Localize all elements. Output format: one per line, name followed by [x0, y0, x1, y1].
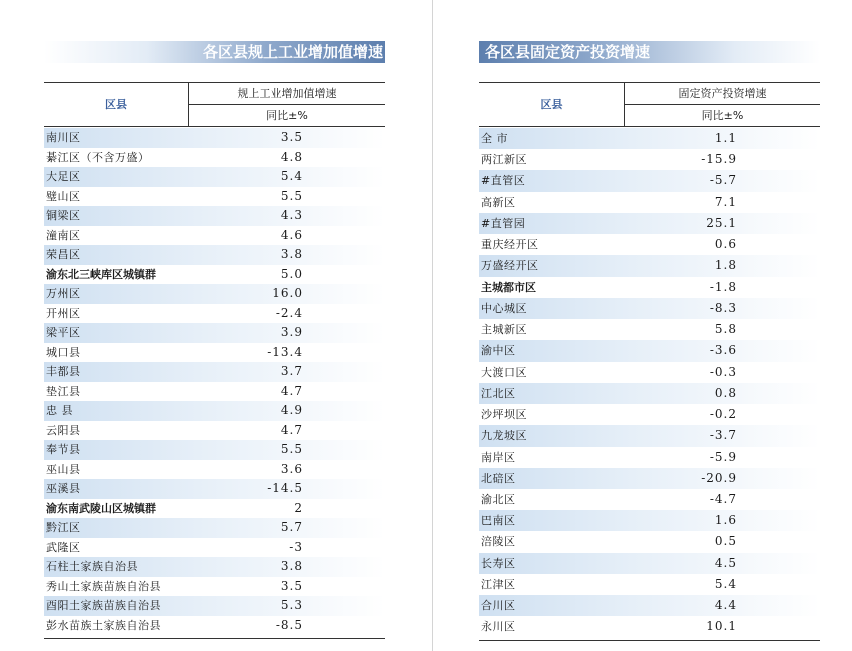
table-row — [479, 213, 820, 234]
growth-value: -8.5 — [275, 617, 303, 632]
growth-value: 0.6 — [714, 237, 737, 252]
growth-value: 4.6 — [280, 227, 303, 242]
growth-value: 10.1 — [706, 619, 737, 634]
growth-value: 5.8 — [714, 322, 737, 337]
panel-title: 各区县规上工业增加值增速 — [202, 43, 383, 61]
table-header — [44, 82, 385, 127]
panel-title: 各区县固定资产投资增速 — [485, 43, 651, 61]
region-name: 主城新区 — [481, 323, 527, 337]
growth-value: 1.1 — [714, 131, 737, 145]
region-name: #直管区 — [481, 174, 526, 188]
growth-value: 5.5 — [280, 188, 303, 203]
growth-value: 5.3 — [280, 598, 303, 613]
region-column-header: 区县 — [540, 98, 563, 111]
title-bar — [44, 41, 385, 63]
table-row — [479, 277, 820, 298]
region-name: 巫山县 — [46, 462, 81, 476]
region-name: 江北区 — [481, 386, 516, 400]
growth-value: -3 — [289, 539, 303, 554]
table-row — [479, 489, 820, 510]
growth-value: -0.3 — [709, 364, 737, 379]
region-name: 中心城区 — [481, 301, 527, 315]
growth-value: 3.8 — [280, 559, 303, 574]
table-row — [44, 323, 385, 343]
growth-value: 4.4 — [714, 598, 737, 613]
growth-value: 7.1 — [714, 194, 737, 209]
region-name: 城口县 — [46, 345, 81, 359]
table-row — [479, 340, 820, 361]
region-name: 秀山土家族苗族自治县 — [46, 579, 161, 593]
region-name: 綦江区（不含万盛） — [46, 150, 150, 164]
growth-value: 4.5 — [714, 555, 737, 570]
region-name: 沙坪坝区 — [481, 408, 527, 422]
table-row — [479, 425, 820, 446]
region-name: 两江新区 — [481, 153, 527, 167]
growth-value: 25.1 — [706, 215, 737, 230]
table-row — [479, 404, 820, 425]
growth-value: 4.7 — [280, 383, 303, 398]
region-name: 丰都县 — [46, 365, 81, 379]
region-name: 潼南区 — [46, 228, 81, 242]
metric-unit: 同比±% — [701, 109, 744, 122]
table-row — [479, 192, 820, 213]
growth-value: 1.6 — [714, 513, 737, 528]
table-row — [44, 304, 385, 324]
growth-value: -3.7 — [709, 428, 737, 443]
table-bottom-rule — [479, 640, 820, 641]
region-name: 渝中区 — [481, 344, 516, 358]
growth-value: 4.8 — [280, 149, 303, 164]
region-name: 万州区 — [46, 287, 81, 301]
table-row — [479, 362, 820, 383]
region-name: 合川区 — [481, 599, 516, 613]
growth-value: 5.4 — [714, 576, 737, 591]
page-gutter-divider — [432, 0, 433, 651]
table-body — [479, 128, 820, 638]
table-row — [44, 382, 385, 402]
region-name: 涪陵区 — [481, 535, 516, 549]
region-name: 奉节县 — [46, 443, 81, 457]
region-name: 高新区 — [481, 195, 516, 209]
growth-value: -5.9 — [709, 449, 737, 464]
growth-value: -2.4 — [275, 305, 303, 320]
region-name: 南川区 — [46, 131, 81, 144]
growth-value: 1.8 — [714, 258, 737, 273]
growth-value: -5.7 — [709, 173, 737, 188]
title-bar — [479, 41, 820, 63]
table-row — [44, 284, 385, 304]
table-row — [479, 531, 820, 552]
table-row — [44, 577, 385, 597]
growth-value: -4.7 — [709, 491, 737, 506]
region-name: 重庆经开区 — [481, 238, 539, 252]
growth-value: 16.0 — [272, 286, 303, 301]
growth-value: 3.8 — [280, 247, 303, 262]
table-body — [44, 128, 385, 635]
table-row — [479, 553, 820, 574]
table-row — [479, 616, 820, 637]
table-row — [44, 167, 385, 187]
table-row — [479, 447, 820, 468]
table-row — [479, 510, 820, 531]
region-name: 酉阳土家族苗族自治县 — [46, 599, 161, 613]
region-name: 云阳县 — [46, 423, 81, 437]
growth-value: 5.4 — [280, 169, 303, 184]
region-name: 全 市 — [481, 132, 508, 145]
region-name: 大渡口区 — [481, 365, 527, 379]
region-name: 长寿区 — [481, 556, 516, 570]
region-name: 江津区 — [481, 577, 516, 591]
growth-value: -1.8 — [709, 279, 737, 294]
growth-value: 0.8 — [714, 385, 737, 400]
table-row — [44, 499, 385, 519]
growth-value: 5.7 — [280, 520, 303, 535]
growth-value: 4.7 — [280, 422, 303, 437]
table-bottom-rule — [44, 638, 385, 639]
region-name: 永川区 — [481, 620, 516, 634]
region-name: 石柱土家族自治县 — [46, 560, 138, 574]
metric-column-header — [188, 83, 385, 126]
region-name: #直管园 — [481, 216, 526, 230]
growth-value: -13.4 — [267, 344, 303, 359]
table-row — [479, 468, 820, 489]
metric-name: 规上工业增加值增速 — [189, 83, 385, 105]
table-row — [44, 148, 385, 168]
table-row — [479, 595, 820, 616]
region-name: 梁平区 — [46, 326, 81, 340]
region-name: 南岸区 — [481, 450, 516, 464]
growth-value: 4.9 — [280, 403, 303, 418]
table-header — [479, 82, 820, 127]
region-name: 渝北区 — [481, 492, 516, 506]
table-row — [479, 128, 820, 149]
region-name: 武隆区 — [46, 540, 81, 554]
region-name: 彭水苗族土家族自治县 — [46, 618, 161, 632]
growth-value: 3.9 — [280, 325, 303, 340]
region-name: 渝东北三峡库区城镇群 — [46, 267, 156, 281]
region-name: 渝东南武陵山区城镇群 — [46, 501, 156, 515]
table-row — [479, 383, 820, 404]
growth-value: -3.6 — [709, 343, 737, 358]
table-row — [44, 460, 385, 480]
region-name: 荣昌区 — [46, 248, 81, 262]
table-row — [44, 128, 385, 148]
metric-name: 固定资产投资增速 — [625, 83, 820, 105]
table-row — [479, 149, 820, 170]
region-name: 开州区 — [46, 306, 81, 320]
table-row — [44, 362, 385, 382]
table-row — [44, 538, 385, 558]
table-row — [44, 401, 385, 421]
growth-value: 2 — [294, 500, 303, 515]
growth-value: 3.5 — [280, 130, 303, 144]
region-name: 黔江区 — [46, 521, 81, 535]
region-name: 主城都市区 — [481, 280, 536, 294]
table-row — [44, 616, 385, 636]
table-row — [44, 187, 385, 207]
region-name: 万盛经开区 — [481, 259, 539, 273]
table-row — [44, 245, 385, 265]
region-name: 大足区 — [46, 170, 81, 184]
metric-column-header — [624, 83, 820, 126]
table-row — [44, 343, 385, 363]
table-row — [44, 440, 385, 460]
growth-value: 4.3 — [280, 208, 303, 223]
region-name: 九龙坡区 — [481, 429, 527, 443]
table-row — [479, 234, 820, 255]
region-name: 北碚区 — [481, 471, 516, 485]
region-name: 铜梁区 — [46, 209, 81, 223]
growth-value: -0.2 — [709, 407, 737, 422]
region-name: 巴南区 — [481, 514, 516, 528]
table-row — [44, 206, 385, 226]
growth-value: 5.0 — [280, 266, 303, 281]
table-row — [44, 226, 385, 246]
table-row — [44, 479, 385, 499]
table-row — [479, 319, 820, 340]
growth-value: -14.5 — [267, 481, 303, 496]
region-name: 璧山区 — [46, 189, 81, 203]
table-row — [479, 574, 820, 595]
growth-value: 3.7 — [280, 364, 303, 379]
table-row — [479, 170, 820, 191]
table-row — [44, 557, 385, 577]
growth-value: 0.5 — [714, 534, 737, 549]
metric-unit: 同比±% — [266, 109, 308, 122]
growth-value: -8.3 — [709, 300, 737, 315]
growth-value: 3.5 — [280, 578, 303, 593]
region-column-header: 区县 — [105, 98, 127, 111]
table-row — [479, 255, 820, 276]
growth-value: -20.9 — [701, 470, 737, 485]
region-name: 忠 县 — [46, 404, 73, 418]
growth-value: 3.6 — [280, 461, 303, 476]
table-row — [479, 298, 820, 319]
table-row — [44, 596, 385, 616]
growth-value: -15.9 — [701, 152, 737, 167]
region-name: 垫江县 — [46, 384, 81, 398]
table-row — [44, 518, 385, 538]
table-row — [44, 265, 385, 285]
growth-value: 5.5 — [280, 442, 303, 457]
region-name: 巫溪县 — [46, 482, 81, 496]
table-row — [44, 421, 385, 441]
